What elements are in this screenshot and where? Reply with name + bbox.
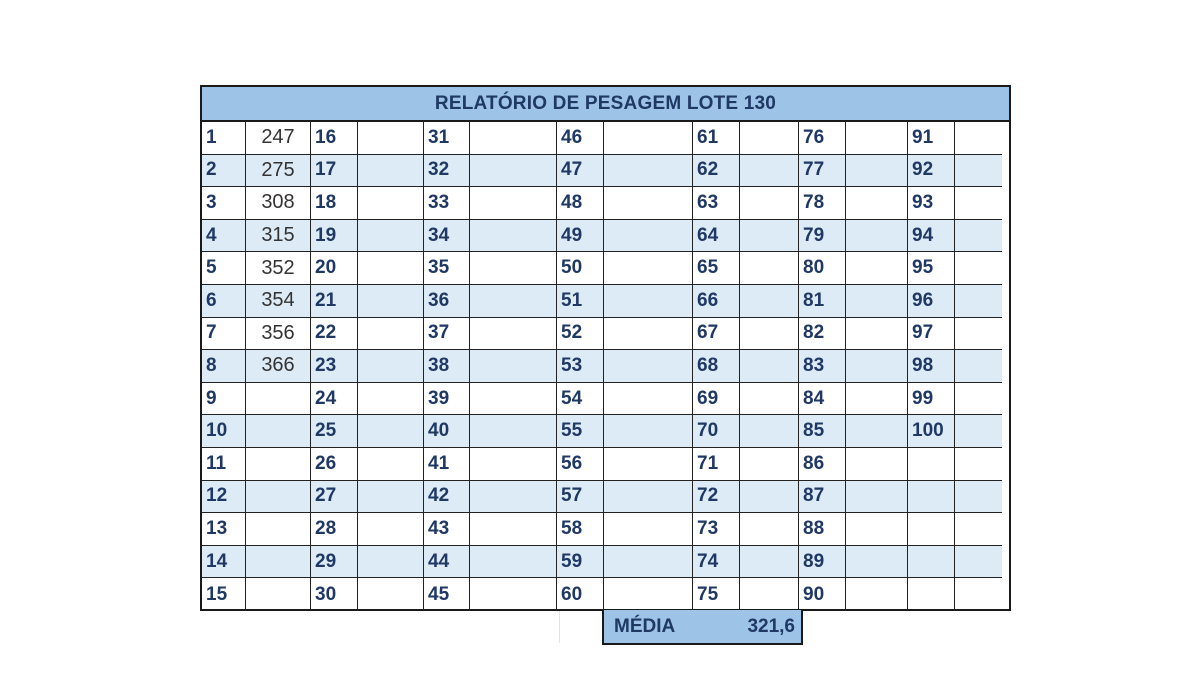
lot-number-cell: 16: [311, 122, 358, 155]
weight-value-cell: [470, 220, 557, 253]
weight-value-cell: [358, 448, 424, 481]
weight-value-cell: [846, 448, 908, 481]
lot-number-cell: 40: [424, 415, 470, 448]
weight-value-cell: [358, 220, 424, 253]
lot-number-cell: 92: [908, 155, 955, 188]
lot-number-cell: 52: [557, 318, 604, 351]
weight-value-cell: [955, 578, 1002, 611]
lot-number-cell: 38: [424, 350, 470, 383]
lot-number-cell: 78: [799, 187, 846, 220]
weight-value-cell: [604, 318, 693, 351]
weight-value-cell: [358, 155, 424, 188]
weight-value-cell: 315: [246, 220, 311, 253]
weight-value-cell: 354: [246, 285, 311, 318]
weight-value-cell: [846, 155, 908, 188]
lot-number-cell: 81: [799, 285, 846, 318]
weight-value-cell: [470, 252, 557, 285]
weight-value-cell: [955, 415, 1002, 448]
lot-number-cell: 72: [693, 481, 740, 514]
weight-value-cell: [846, 546, 908, 579]
weight-value-cell: [604, 252, 693, 285]
lot-number-cell: 86: [799, 448, 846, 481]
lot-number-cell: 89: [799, 546, 846, 579]
weight-value-cell: [470, 513, 557, 546]
lot-number-cell: 79: [799, 220, 846, 253]
lot-number-cell: 53: [557, 350, 604, 383]
weight-value-cell: [846, 383, 908, 416]
weight-value-cell: [358, 383, 424, 416]
lot-number-cell: 83: [799, 350, 846, 383]
weight-value-cell: [955, 350, 1002, 383]
weight-value-cell: [846, 122, 908, 155]
weight-value-cell: [955, 285, 1002, 318]
lot-number-cell: 77: [799, 155, 846, 188]
weighing-report-table: [200, 85, 1011, 611]
lot-number-cell: 45: [424, 578, 470, 611]
weight-value-cell: [740, 187, 799, 220]
lot-number-cell: 44: [424, 546, 470, 579]
lot-number-cell: 37: [424, 318, 470, 351]
weight-value-cell: [604, 448, 693, 481]
lot-number-cell: [908, 481, 955, 514]
weight-value-cell: [740, 513, 799, 546]
lot-number-cell: 18: [311, 187, 358, 220]
weight-value-cell: [470, 350, 557, 383]
weight-value-cell: [358, 187, 424, 220]
weight-value-cell: [955, 383, 1002, 416]
weight-value-cell: [955, 318, 1002, 351]
lot-number-cell: 91: [908, 122, 955, 155]
lot-number-cell: 5: [202, 252, 246, 285]
lot-number-cell: 10: [202, 415, 246, 448]
lot-number-cell: 60: [557, 578, 604, 611]
average-box: [602, 610, 803, 645]
weight-value-cell: [358, 122, 424, 155]
lot-number-cell: 100: [908, 415, 955, 448]
lot-number-cell: 17: [311, 155, 358, 188]
weight-value-cell: [846, 285, 908, 318]
lot-number-cell: 61: [693, 122, 740, 155]
report-title: RELATÓRIO DE PESAGEM LOTE 130: [202, 87, 1009, 122]
lot-number-cell: 76: [799, 122, 846, 155]
weight-value-cell: [358, 318, 424, 351]
lot-number-cell: 27: [311, 481, 358, 514]
lot-number-cell: [908, 448, 955, 481]
lot-number-cell: 58: [557, 513, 604, 546]
lot-number-cell: 46: [557, 122, 604, 155]
weight-value-cell: [604, 285, 693, 318]
weight-value-cell: [604, 187, 693, 220]
average-label: MÉDIA: [614, 615, 676, 637]
lot-number-cell: 64: [693, 220, 740, 253]
lot-number-cell: 33: [424, 187, 470, 220]
lot-number-cell: 68: [693, 350, 740, 383]
lot-number-cell: 57: [557, 481, 604, 514]
lot-number-cell: 70: [693, 415, 740, 448]
lot-number-cell: 82: [799, 318, 846, 351]
lot-number-cell: 94: [908, 220, 955, 253]
lot-number-cell: [908, 546, 955, 579]
lot-number-cell: 75: [693, 578, 740, 611]
lot-number-cell: 42: [424, 481, 470, 514]
weight-value-cell: [740, 122, 799, 155]
weight-value-cell: [246, 546, 311, 579]
weight-value-cell: [846, 578, 908, 611]
lot-number-cell: 41: [424, 448, 470, 481]
weight-value-cell: [604, 220, 693, 253]
lot-number-cell: 63: [693, 187, 740, 220]
weight-value-cell: 275: [246, 155, 311, 188]
weight-value-cell: 356: [246, 318, 311, 351]
lot-number-cell: 71: [693, 448, 740, 481]
lot-number-cell: 74: [693, 546, 740, 579]
weight-value-cell: 352: [246, 252, 311, 285]
weight-value-cell: [846, 252, 908, 285]
lot-number-cell: 50: [557, 252, 604, 285]
lot-number-cell: 67: [693, 318, 740, 351]
weight-value-cell: [470, 285, 557, 318]
lot-number-cell: 51: [557, 285, 604, 318]
lot-number-cell: 2: [202, 155, 246, 188]
lot-number-cell: 47: [557, 155, 604, 188]
weight-value-cell: [604, 155, 693, 188]
weighing-grid: [202, 122, 1009, 609]
weight-value-cell: [246, 383, 311, 416]
weight-value-cell: [740, 350, 799, 383]
lot-number-cell: 97: [908, 318, 955, 351]
lot-number-cell: 32: [424, 155, 470, 188]
weight-value-cell: [955, 546, 1002, 579]
lot-number-cell: 66: [693, 285, 740, 318]
lot-number-cell: 98: [908, 350, 955, 383]
lot-number-cell: 93: [908, 187, 955, 220]
lot-number-cell: 28: [311, 513, 358, 546]
lot-number-cell: 99: [908, 383, 955, 416]
weight-value-cell: [470, 155, 557, 188]
lot-number-cell: 6: [202, 285, 246, 318]
weight-value-cell: [740, 220, 799, 253]
weight-value-cell: [955, 122, 1002, 155]
lot-number-cell: 90: [799, 578, 846, 611]
weight-value-cell: [358, 578, 424, 611]
lot-number-cell: 1: [202, 122, 246, 155]
weight-value-cell: [470, 187, 557, 220]
lot-number-cell: 31: [424, 122, 470, 155]
lot-number-cell: 56: [557, 448, 604, 481]
weight-value-cell: [358, 285, 424, 318]
weight-value-cell: [470, 415, 557, 448]
weight-value-cell: [846, 220, 908, 253]
lot-number-cell: 49: [557, 220, 604, 253]
weight-value-cell: [955, 513, 1002, 546]
lot-number-cell: 87: [799, 481, 846, 514]
lot-number-cell: 12: [202, 481, 246, 514]
lot-number-cell: 14: [202, 546, 246, 579]
weight-value-cell: [246, 513, 311, 546]
weight-value-cell: [358, 546, 424, 579]
lot-number-cell: 95: [908, 252, 955, 285]
weight-value-cell: [846, 318, 908, 351]
lot-number-cell: 84: [799, 383, 846, 416]
weight-value-cell: [740, 415, 799, 448]
weight-value-cell: [740, 383, 799, 416]
weight-value-cell: 366: [246, 350, 311, 383]
lot-number-cell: 88: [799, 513, 846, 546]
weight-value-cell: [846, 350, 908, 383]
lot-number-cell: 29: [311, 546, 358, 579]
lot-number-cell: 65: [693, 252, 740, 285]
lot-number-cell: 7: [202, 318, 246, 351]
lot-number-cell: 39: [424, 383, 470, 416]
lot-number-cell: [908, 513, 955, 546]
weight-value-cell: [846, 187, 908, 220]
weight-value-cell: [470, 383, 557, 416]
lot-number-cell: 26: [311, 448, 358, 481]
weight-value-cell: [604, 383, 693, 416]
lot-number-cell: 11: [202, 448, 246, 481]
weight-value-cell: [470, 546, 557, 579]
weight-value-cell: [955, 187, 1002, 220]
weight-value-cell: [358, 513, 424, 546]
weight-value-cell: [846, 415, 908, 448]
weight-value-cell: 247: [246, 122, 311, 155]
weight-value-cell: [604, 578, 693, 611]
lot-number-cell: [908, 578, 955, 611]
weight-value-cell: [358, 481, 424, 514]
lot-number-cell: 20: [311, 252, 358, 285]
lot-number-cell: 54: [557, 383, 604, 416]
weight-value-cell: [846, 513, 908, 546]
lot-number-cell: 34: [424, 220, 470, 253]
weight-value-cell: [740, 481, 799, 514]
lot-number-cell: 85: [799, 415, 846, 448]
lot-number-cell: 96: [908, 285, 955, 318]
lot-number-cell: 3: [202, 187, 246, 220]
weight-value-cell: [740, 448, 799, 481]
weight-value-cell: [740, 285, 799, 318]
weight-value-cell: [955, 252, 1002, 285]
weight-value-cell: [740, 318, 799, 351]
weight-value-cell: [740, 252, 799, 285]
weight-value-cell: [604, 546, 693, 579]
weight-value-cell: [246, 481, 311, 514]
weight-value-cell: [246, 415, 311, 448]
weight-value-cell: [470, 448, 557, 481]
weight-value-cell: [740, 578, 799, 611]
lot-number-cell: 36: [424, 285, 470, 318]
weight-value-cell: [955, 155, 1002, 188]
lot-number-cell: 48: [557, 187, 604, 220]
weight-value-cell: [470, 122, 557, 155]
divider-line: [559, 611, 560, 643]
lot-number-cell: 73: [693, 513, 740, 546]
weight-value-cell: [470, 318, 557, 351]
weight-value-cell: [358, 252, 424, 285]
lot-number-cell: 24: [311, 383, 358, 416]
lot-number-cell: 25: [311, 415, 358, 448]
weight-value-cell: [470, 578, 557, 611]
weight-value-cell: [955, 481, 1002, 514]
lot-number-cell: 59: [557, 546, 604, 579]
weight-value-cell: [604, 350, 693, 383]
weight-value-cell: [955, 220, 1002, 253]
weight-value-cell: [604, 122, 693, 155]
lot-number-cell: 69: [693, 383, 740, 416]
lot-number-cell: 62: [693, 155, 740, 188]
lot-number-cell: 43: [424, 513, 470, 546]
lot-number-cell: 23: [311, 350, 358, 383]
weight-value-cell: [358, 415, 424, 448]
weight-value-cell: [246, 578, 311, 611]
lot-number-cell: 13: [202, 513, 246, 546]
weight-value-cell: [740, 155, 799, 188]
lot-number-cell: 30: [311, 578, 358, 611]
lot-number-cell: 55: [557, 415, 604, 448]
lot-number-cell: 9: [202, 383, 246, 416]
lot-number-cell: 8: [202, 350, 246, 383]
weight-value-cell: [740, 546, 799, 579]
weight-value-cell: [604, 415, 693, 448]
lot-number-cell: 21: [311, 285, 358, 318]
lot-number-cell: 4: [202, 220, 246, 253]
lot-number-cell: 35: [424, 252, 470, 285]
average-value: 321,6: [747, 615, 795, 637]
weight-value-cell: [604, 513, 693, 546]
weight-value-cell: [470, 481, 557, 514]
weight-value-cell: [604, 481, 693, 514]
lot-number-cell: 15: [202, 578, 246, 611]
weight-value-cell: [955, 448, 1002, 481]
lot-number-cell: 80: [799, 252, 846, 285]
lot-number-cell: 22: [311, 318, 358, 351]
weight-value-cell: [246, 448, 311, 481]
lot-number-cell: 19: [311, 220, 358, 253]
weight-value-cell: 308: [246, 187, 311, 220]
weight-value-cell: [358, 350, 424, 383]
weight-value-cell: [846, 481, 908, 514]
